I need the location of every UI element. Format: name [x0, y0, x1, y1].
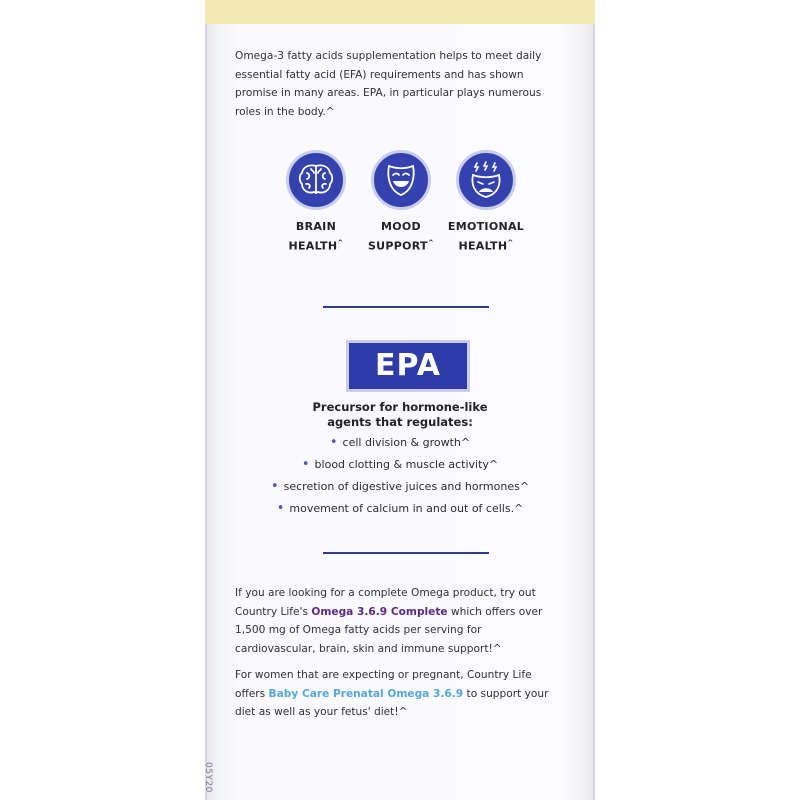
- benefit-emotional-label: [441, 218, 531, 255]
- epa-heading-line2: agents that regulates:: [327, 415, 473, 429]
- bullet-text: movement of calcium in and out of cells.^: [289, 502, 524, 515]
- benefit-brain-line2: [271, 235, 361, 255]
- bullet-text: blood clotting & muscle activity^: [314, 458, 499, 471]
- benefit-emotional-line2-text: HEALTH: [458, 239, 508, 253]
- list-item: [205, 454, 595, 476]
- bullet-text: cell division & growth^: [342, 436, 471, 449]
- intro-paragraph: Omega-3 fatty acids supplementation helps to meet daily essential fatty acid (EFA) requirements and has shown promise in many areas. EPA, in particular plays numerous roles in the body.^: [235, 50, 542, 118]
- lot-code: 05Y20: [203, 762, 213, 793]
- promo-complete-text-start: If you are looking for a complete Omega product, try out Country Life's: [235, 587, 536, 618]
- product-name-prenatal-omega: Baby Care Prenatal Omega 3.6.9: [268, 687, 464, 700]
- promo-prenatal-text-start: For women that are expecting or pregnant, Country Life offers: [235, 669, 532, 700]
- promo-complete-paragraph: [235, 584, 565, 658]
- benefit-mood-line1: MOOD: [381, 220, 421, 233]
- product-name-omega-complete: Omega 3.6.9 Complete: [311, 605, 448, 618]
- caret-mark: ^: [427, 239, 435, 247]
- stressed-face-icon: [456, 150, 516, 210]
- promo-complete-text-end: which offers over 1,500 mg of Omega fatty acids per serving for cardiovascular, brain, skin and immune support!^: [235, 605, 543, 655]
- divider-bottom: [323, 552, 489, 554]
- bullet-dot-icon: •: [270, 479, 279, 494]
- benefit-brain-label: [271, 218, 361, 255]
- list-item: [205, 476, 595, 498]
- package-panel: [205, 24, 595, 800]
- caret-mark: ^: [507, 239, 514, 247]
- bullet-dot-icon: •: [301, 457, 310, 472]
- benefit-emotional-line2: [441, 235, 531, 255]
- epa-bullet-list: [205, 432, 595, 520]
- benefit-brain-health: [271, 150, 361, 255]
- list-item: [205, 432, 595, 454]
- benefit-emotional-health: [441, 150, 531, 255]
- bullet-text: secretion of digestive juices and hormones^: [283, 480, 530, 493]
- promo-prenatal-paragraph: [235, 666, 565, 722]
- divider-top: [323, 306, 489, 308]
- benefit-mood-support: [356, 150, 446, 255]
- bullet-dot-icon: •: [329, 435, 338, 450]
- epa-badge: EPA: [346, 340, 470, 392]
- brain-icon: [286, 150, 346, 210]
- smiling-mask-icon: [371, 150, 431, 210]
- benefit-brain-line1: BRAIN: [295, 220, 337, 233]
- promo-prenatal-text-end: to support your diet as well as your fetus' diet!^: [235, 687, 549, 718]
- caret-mark: ^: [337, 239, 344, 247]
- benefit-mood-line2: [356, 235, 446, 255]
- bullet-dot-icon: •: [276, 501, 285, 516]
- benefit-brain-line2-text: HEALTH: [288, 239, 338, 253]
- benefit-mood-line2-text: SUPPORT: [367, 239, 428, 253]
- list-item: [205, 498, 595, 520]
- benefit-mood-label: [356, 218, 446, 255]
- epa-heading-line1: Precursor for hormone-like: [312, 400, 488, 414]
- benefit-emotional-line1: EMOTIONAL: [447, 220, 525, 233]
- epa-heading: [205, 400, 595, 430]
